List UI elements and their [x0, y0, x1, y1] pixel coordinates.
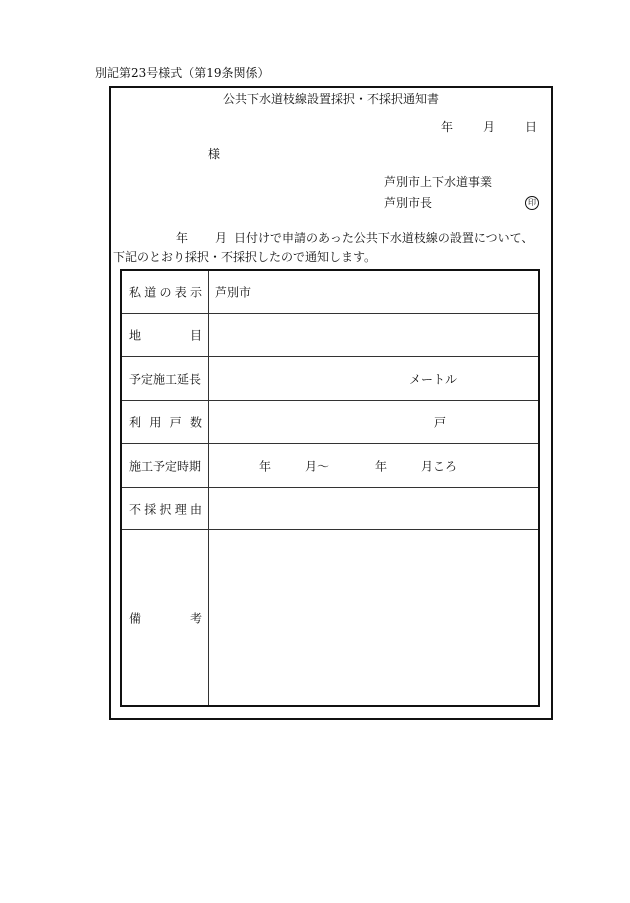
- table-row: [122, 488, 538, 530]
- body-year: 年: [176, 231, 189, 245]
- table-row: [122, 357, 538, 401]
- row-label-period: 施工予定時期: [129, 459, 202, 473]
- row-label-length: 予定施工延長: [129, 372, 202, 386]
- table-row: [122, 314, 538, 357]
- document-title: 公共下水道枝線設置採択・不採択通知書: [222, 92, 439, 106]
- date-month: 月: [482, 120, 495, 134]
- row-label-households: 利 用 戸 数: [129, 415, 202, 430]
- households-unit: 戸: [434, 415, 447, 430]
- sender-organization: 芦別市上下水道事業: [384, 175, 493, 189]
- period-year-1: 年: [259, 459, 272, 473]
- date-day: 日: [524, 120, 537, 134]
- row-label-remarks: 備 考: [129, 611, 202, 625]
- table-row: [122, 271, 538, 314]
- road-value: 芦別市: [215, 285, 252, 300]
- body-text-1: 日付けで申請のあった公共下水道枝線の設置について、: [234, 231, 534, 245]
- period-month-1: 月〜: [305, 459, 330, 473]
- date-year: 年: [440, 120, 453, 134]
- form-reference: 別記第23号様式（第19条関係）: [95, 66, 270, 80]
- row-label-reason: 不 採 択 理 由: [129, 502, 202, 516]
- document-frame: [109, 86, 553, 720]
- sender-name: 芦別市長: [384, 196, 433, 210]
- body-line-2: 下記のとおり採択・不採択したので通知します。: [113, 250, 377, 264]
- table-row: [122, 530, 538, 705]
- length-unit: メートル: [409, 372, 458, 386]
- row-label-land: 地 目: [129, 328, 202, 343]
- period-month-2: 月ころ: [421, 459, 458, 473]
- detail-table: [120, 269, 540, 707]
- table-row: [122, 444, 538, 488]
- addressee-suffix: 様: [208, 147, 221, 161]
- seal-icon: 印: [525, 196, 539, 210]
- issue-date: [441, 121, 537, 133]
- table-row: [122, 401, 538, 444]
- period-year-2: 年: [375, 459, 388, 473]
- row-label-road: 私 道 の 表 示: [129, 285, 202, 300]
- body-month: 月: [215, 231, 228, 245]
